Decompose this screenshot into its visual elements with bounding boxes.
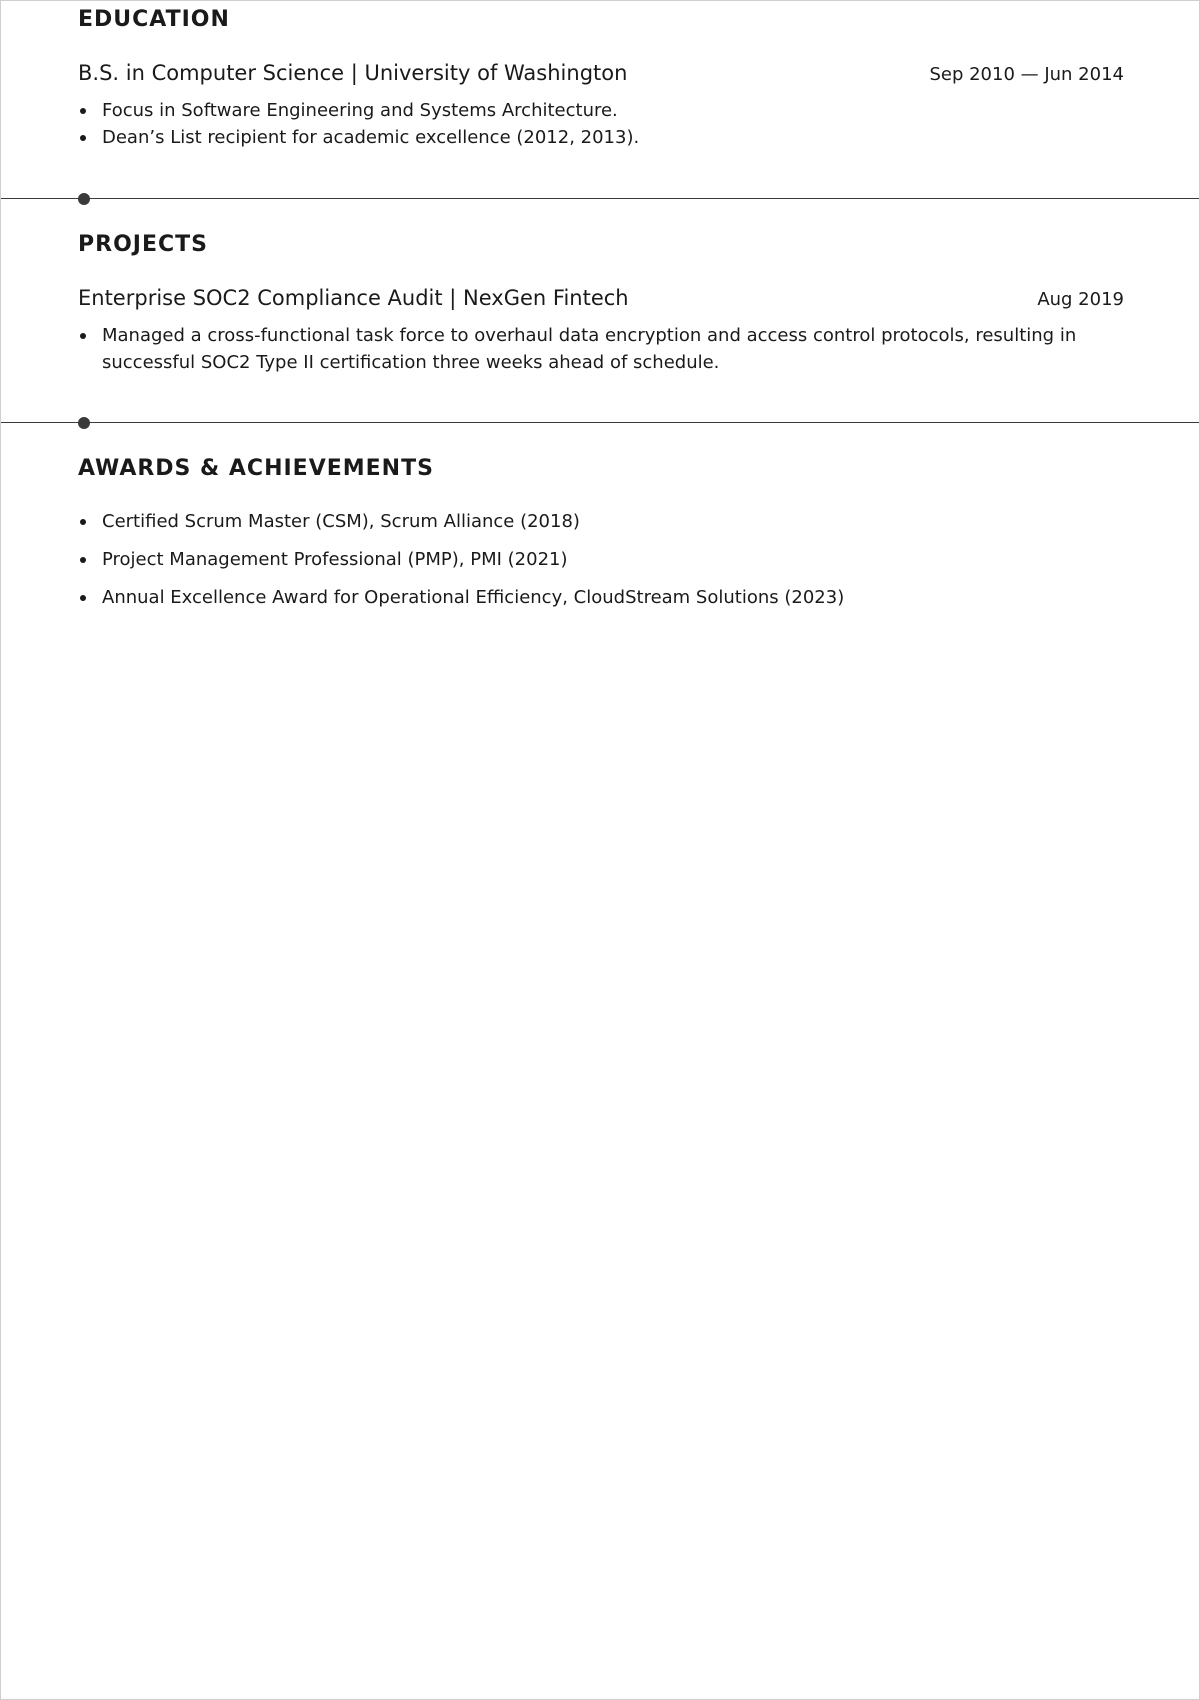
- education-section: [78, 7, 1124, 151]
- section-divider: [1, 198, 1199, 199]
- list-item: Certified Scrum Master (CSM), Scrum Alliance (2018): [78, 508, 1124, 536]
- list-item: Annual Excellence Award for Operational Efficiency, CloudStream Solutions (2023): [78, 584, 1124, 612]
- projects-section: [78, 232, 1124, 376]
- divider-dot: [78, 193, 90, 205]
- section-divider: [1, 422, 1199, 423]
- education-entry-date: Sep 2010 — Jun 2014: [929, 64, 1124, 85]
- education-entry-header: [78, 59, 1124, 89]
- projects-bullet-list: [78, 322, 1124, 376]
- education-heading: EDUCATION: [78, 7, 230, 32]
- list-item: Project Management Professional (PMP), PMI (2021): [78, 546, 1124, 574]
- awards-section: [78, 456, 1124, 622]
- projects-heading: PROJECTS: [78, 232, 208, 257]
- education-entry-title: B.S. in Computer Science | University of Washington: [78, 61, 628, 85]
- projects-entry-date: Aug 2019: [1037, 289, 1124, 310]
- divider-dot: [78, 417, 90, 429]
- awards-heading: AWARDS & ACHIEVEMENTS: [78, 456, 434, 481]
- education-bullet-list: [78, 97, 1124, 151]
- projects-entry-title: Enterprise SOC2 Compliance Audit | NexGen Fintech: [78, 286, 629, 310]
- list-item: Focus in Software Engineering and Systems Architecture.: [78, 97, 1124, 124]
- awards-bullet-list: [78, 508, 1124, 612]
- list-item: Managed a cross-functional task force to overhaul data encryption and access control protocols, resulting in successful SOC2 Type II certification three weeks ahead of schedule.: [78, 322, 1124, 376]
- list-item: Dean’s List recipient for academic excellence (2012, 2013).: [78, 124, 1124, 151]
- projects-entry-header: [78, 284, 1124, 314]
